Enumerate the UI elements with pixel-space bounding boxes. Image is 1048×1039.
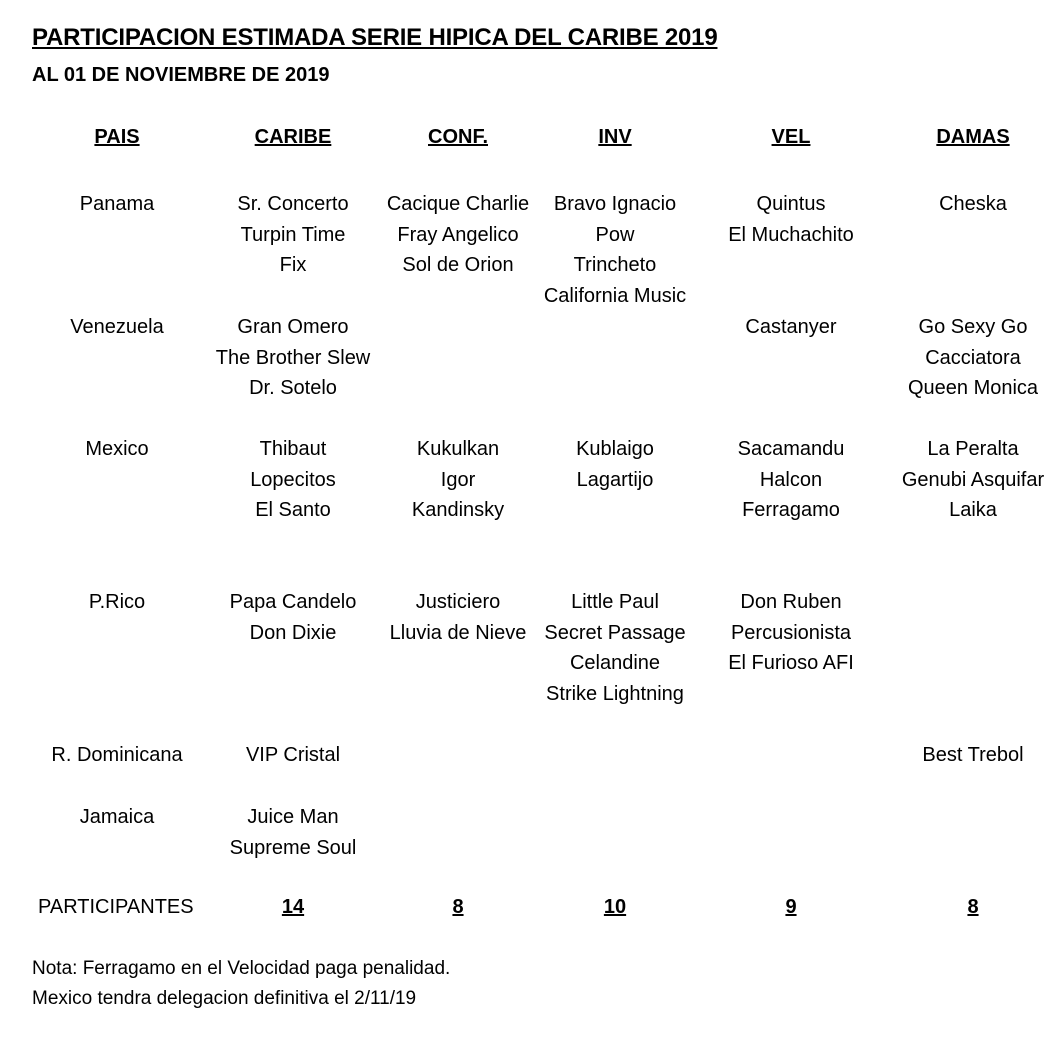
horse-name: Cacciatora: [925, 346, 1021, 369]
total-vel: 9: [785, 896, 797, 918]
country-name: P.Rico: [88, 591, 146, 613]
horse-name: Kukulkan: [416, 438, 500, 460]
document-subtitle: AL 01 DE NOVIEMBRE DE 2019: [32, 64, 330, 86]
horse-name: Fix: [279, 254, 307, 277]
horse-name: Genubi Asquifar: [901, 468, 1045, 491]
total-caribe: 14: [281, 896, 305, 918]
cell-country: [80, 802, 154, 833]
horse-name: El Santo: [255, 499, 331, 522]
cell-inv: [544, 189, 686, 311]
header-conf: CONF.: [428, 126, 488, 148]
cell-country: [80, 189, 155, 220]
horse-name: Sr. Concerto: [237, 193, 349, 215]
country-name: Venezuela: [70, 316, 164, 338]
cell-conf: [412, 434, 504, 526]
cell-country: [51, 740, 182, 771]
horse-name: Don Ruben: [740, 591, 842, 613]
cell-country: [89, 587, 145, 618]
horse-name: Supreme Soul: [229, 836, 357, 859]
horse-name: Don Dixie: [249, 621, 337, 644]
horse-name: Cheska: [939, 193, 1007, 215]
horse-name: Cacique Charlie: [386, 193, 530, 215]
horse-name: Kandinsky: [411, 499, 505, 522]
horse-name: Gran Omero: [237, 316, 349, 338]
horse-name: Castanyer: [745, 316, 837, 338]
horse-name: Pow: [595, 223, 635, 246]
horse-name: Dr. Sotelo: [249, 377, 337, 400]
header-inv: INV: [598, 126, 632, 148]
total-damas: 8: [967, 896, 979, 918]
horse-name: The Brother Slew: [215, 346, 371, 369]
cell-damas: [908, 312, 1038, 404]
total-inv: 10: [603, 896, 627, 918]
horse-name: Igor: [440, 468, 476, 491]
horse-name: Go Sexy Go: [918, 316, 1028, 338]
horse-name: Ferragamo: [742, 499, 840, 522]
cell-country: [85, 434, 148, 465]
document-title: PARTICIPACION ESTIMADA SERIE HIPICA DEL CARIBE 2019: [32, 24, 718, 51]
cell-caribe: [230, 802, 357, 863]
cell-vel: [728, 189, 854, 250]
cell-conf: [390, 587, 527, 648]
country-name: Mexico: [85, 438, 149, 460]
header-caribe: CARIBE: [254, 126, 332, 148]
horse-name: Fray Angelico: [397, 223, 519, 246]
horse-name: Bravo Ignacio: [553, 193, 677, 215]
header-pais: PAIS: [94, 126, 140, 148]
horse-name: Halcon: [759, 468, 823, 491]
horse-name: Kublaigo: [576, 438, 654, 460]
note-line-2: Mexico tendra delegacion definitiva el 2/11/19: [32, 988, 417, 1009]
horse-name: Celandine: [569, 652, 661, 675]
horse-name: Juice Man: [247, 806, 339, 828]
cell-conf: [387, 189, 529, 281]
cell-damas: [922, 740, 1023, 771]
totals-label: PARTICIPANTES: [38, 896, 194, 918]
cell-country: [70, 312, 163, 343]
cell-vel: [745, 312, 836, 343]
horse-name: Queen Monica: [907, 377, 1039, 400]
horse-name: El Muchachito: [728, 223, 854, 246]
horse-name: Papa Candelo: [229, 591, 357, 613]
header-vel: VEL: [771, 126, 811, 148]
total-conf: 8: [452, 896, 464, 918]
horse-name: Lopecitos: [250, 468, 336, 491]
cell-vel: [738, 434, 845, 526]
horse-name: Secret Passage: [544, 621, 686, 644]
horse-name: El Furioso AFI: [728, 652, 854, 675]
cell-inv: [576, 434, 654, 495]
cell-caribe: [237, 189, 348, 281]
horse-name: Laika: [949, 499, 997, 522]
horse-name: Turpin Time: [240, 223, 346, 246]
horse-name: Little Paul: [571, 591, 659, 613]
horse-name: Sol de Orion: [402, 254, 514, 277]
cell-damas: [939, 189, 1007, 220]
cell-caribe: [216, 312, 371, 404]
cell-caribe: [250, 434, 336, 526]
horse-name: Quintus: [756, 193, 826, 215]
cell-caribe: [230, 587, 357, 648]
horse-name: California Music: [543, 284, 687, 307]
country-name: R. Dominicana: [51, 744, 183, 766]
cell-vel: [728, 587, 854, 679]
country-name: Jamaica: [79, 806, 155, 828]
note-line-1: Nota: Ferragamo en el Velocidad paga penalidad.: [32, 958, 451, 979]
cell-inv: [544, 587, 685, 709]
cell-damas: [902, 434, 1044, 526]
horse-name: La Peralta: [927, 438, 1019, 460]
horse-name: Strike Lightning: [546, 682, 684, 705]
horse-name: Percusionista: [730, 621, 852, 644]
horse-name: Sacamandu: [737, 438, 845, 460]
horse-name: Trincheto: [573, 254, 657, 277]
horse-name: Justiciero: [415, 591, 501, 613]
cell-caribe: [246, 740, 340, 771]
horse-name: VIP Cristal: [245, 744, 341, 766]
horse-name: Thibaut: [259, 438, 327, 460]
country-name: Panama: [79, 193, 155, 215]
header-damas: DAMAS: [936, 126, 1010, 148]
horse-name: Best Trebol: [922, 744, 1024, 766]
horse-name: Lluvia de Nieve: [389, 621, 527, 644]
horse-name: Lagartijo: [576, 468, 654, 491]
